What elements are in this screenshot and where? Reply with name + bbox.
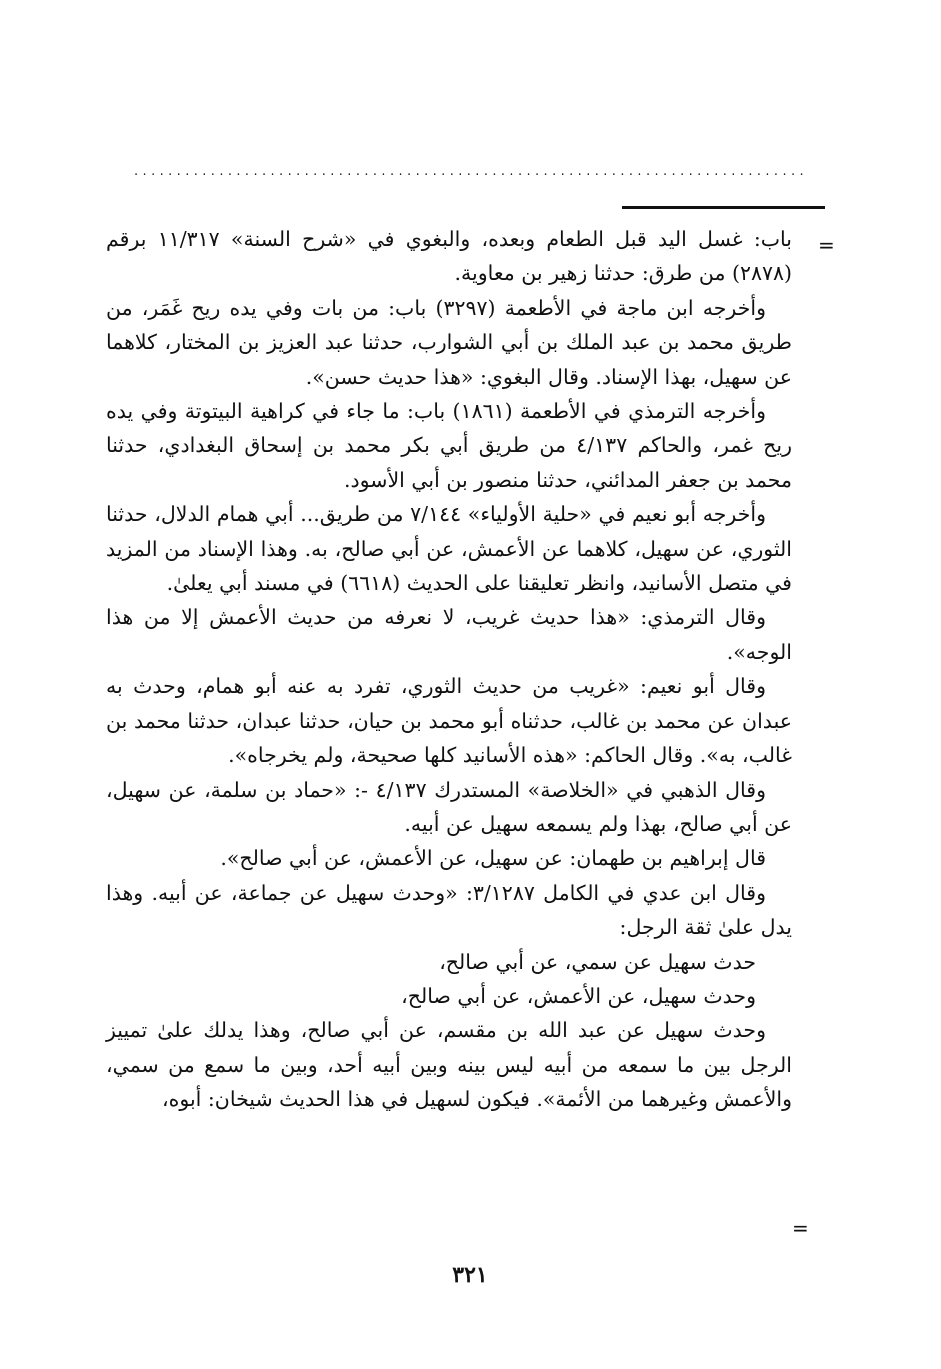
paragraph-11: وحدث سهيل، عن الأعمش، عن أبي صالح،: [401, 983, 756, 1008]
continuation-marker-top: =: [818, 233, 835, 257]
paragraph-3: وأخرجه الترمذي في الأطعمة (١٨٦١) باب: ما جاء في كراهية البيتوتة وفي يده ريح غمر، والحاكم ٤/١٣٧ من طريق أبي بكر محمد بن إسحاق البغدادي، حدثنا محمد بن جعفر المدائني، حدثنا منصور بن أبي الأسود.: [106, 399, 792, 492]
paragraph-1: باب: غسل اليد قبل الطعام وبعده، والبغوي في «شرح السنة» ١١/٣١٧ برقم (٢٨٧٨) من طرق: حدثنا زهير بن معاوية.: [106, 227, 792, 286]
paragraph-2: وأخرجه ابن ماجة في الأطعمة (٣٢٩٧) باب: من بات وفي يده ريح غَمَر، من طريق محمد بن عبد الملك بن أبي الشوارب، حدثنا عبد العزيز بن المختار، كلاهما عن سهيل، بهذا الإسناد. وقال البغوي: «هذا حديث حسن».: [106, 295, 792, 389]
paragraph-6: وقال أبو نعيم: «غريب من حديث الثوري، تفرد به عنه أبو همام، وحدث به عبدان عن محمد بن غالب، حدثناه أبو محمد بن حيان، حدثنا عبدان، حدثنا محمد بن غالب، به». وقال الحاكم: «هذه الأسانيد كلها صحيحة، ولم يخرجاه».: [106, 674, 792, 768]
paragraph-4: وأخرجه أبو نعيم في «حلية الأولياء» ٧/١٤٤ من طريق... أبي همام الدلال، حدثنا الثوري، عن سهيل، كلاهما عن الأعمش، عن أبي صالح، به. وهذا الإسناد من المزيد في متصل الأسانيد، وانظر تعليقنا على الحديث (٦٦١٨) في مسند أبي يعلىٰ.: [106, 502, 792, 596]
paragraph-10: حدث سهيل عن سمي، عن أبي صالح،: [439, 949, 756, 974]
paragraph-12: وحدث سهيل عن عبد الله بن مقسم، عن أبي صالح، وهذا يدلك علىٰ تمييز الرجل بين ما سمعه من أبيه ليس بينه وبين أبيه أحد، وبين ما سمع من سمي، والأعمش وغيرهما من الأئمة». فيكون لسهيل في هذا الحديث شيخان: أبوه،: [106, 1018, 792, 1112]
footnote-rule: [622, 206, 825, 209]
separator-dots: ...............................................................................: [134, 164, 809, 179]
paragraph-8: قال إبراهيم بن طهمان: عن سهيل، عن الأعمش، عن أبي صالح».: [220, 846, 766, 871]
continuation-marker-bottom: =: [792, 1216, 809, 1240]
paragraph-5: وقال الترمذي: «هذا حديث غريب، لا نعرفه من حديث الأعمش إلا من هذا الوجه».: [106, 605, 792, 664]
page-number: ٣٢١: [452, 1262, 488, 1288]
footnote-text: [106, 222, 792, 1117]
paragraph-9: وقال ابن عدي في الكامل ٣/١٢٨٧: «وحدث سهيل عن جماعة، عن أبيه. وهذا يدل علىٰ ثقة الرجل:: [106, 880, 792, 940]
paragraph-7: وقال الذهبي في «الخلاصة» المستدرك ٤/١٣٧ -: «حماد بن سلمة، عن سهيل، عن أبي صالح، بهذا ولم يسمعه سهيل عن أبيه.: [106, 777, 792, 836]
